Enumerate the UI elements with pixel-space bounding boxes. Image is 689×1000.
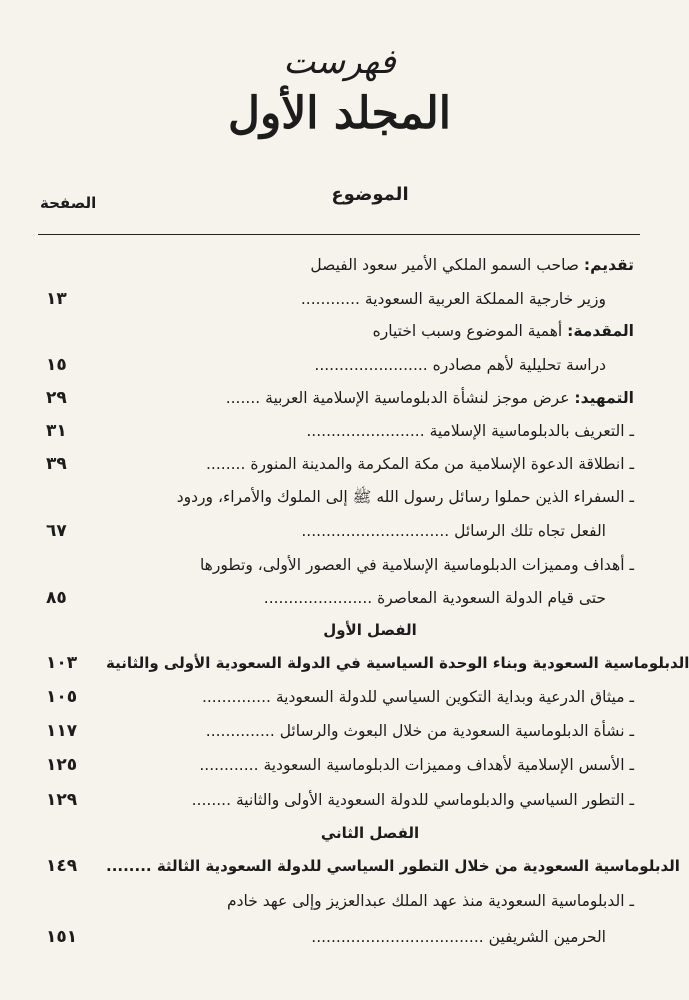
entry-text: ـ أهداف ومميزات الدبلوماسية الإسلامية في العصور الأولى، وتطورها [199, 556, 634, 574]
leader-dots: .............. [205, 722, 275, 740]
toc-row [46, 785, 634, 815]
page-number: ٣٩ [46, 454, 67, 474]
column-header-topic: الموضوع [331, 184, 409, 205]
leader-dots: ............ [199, 756, 259, 774]
chapter-heading [46, 615, 634, 645]
toc-row [46, 750, 634, 780]
leader-dots: ....................... [314, 356, 428, 374]
chapter-heading [46, 818, 634, 848]
page-number: ١٥ [46, 355, 67, 375]
entry-text: الفعل تجاه تلك الرسائل [454, 522, 606, 540]
toc-row [46, 350, 634, 380]
page-number: ٢٩ [46, 388, 67, 408]
toc-row [46, 716, 634, 746]
entry-text: ـ الأسس الإسلامية لأهداف ومميزات الدبلوماسية السعودية [263, 756, 634, 774]
entry-label: التمهيد: [574, 389, 634, 407]
leader-dots: ....... [225, 389, 261, 407]
leader-dots: .............. [201, 688, 271, 706]
entry-text: ـ انطلاقة الدعوة الإسلامية من مكة المكرمة والمدينة المنورة [250, 455, 634, 473]
entry-text: دراسة تحليلية لأهم مصادره [432, 356, 606, 374]
toc-row [46, 583, 634, 613]
leader-dots: ........ [191, 791, 232, 809]
entry-text: ـ التطور السياسي والدبلوماسي للدولة السعودية الأولى والثانية [235, 791, 634, 809]
entry-text: عرض موجز لنشأة الدبلوماسية الإسلامية العربية [265, 389, 570, 407]
entry-text: حتى قيام الدولة السعودية المعاصرة [377, 589, 606, 607]
page-number: ١٢٩ [46, 790, 78, 810]
header-divider [38, 234, 640, 235]
leader-dots: ................................... [311, 928, 484, 946]
entry-text: الحرمين الشريفين [488, 928, 606, 946]
entry-text: ـ السفراء الذين حملوا رسائل رسول الله ﷺ إلى الملوك والأمراء، وردود [176, 487, 634, 506]
entry-text: الدبلوماسية السعودية وبناء الوحدة السياسية في الدولة السعودية الأولى والثانية [106, 654, 689, 672]
toc-row [46, 483, 634, 513]
toc-row [46, 550, 634, 580]
toc-row [46, 516, 634, 546]
leader-dots: .............................. [301, 522, 450, 540]
page-number: ١٥١ [46, 927, 78, 947]
column-header-page: الصفحة [40, 194, 97, 212]
entry-text: الدبلوماسية السعودية من خلال التطور السياسي للدولة السعودية الثالثة [156, 857, 680, 875]
entry-text: ـ التعريف بالدبلوماسية الإسلامية [429, 422, 634, 440]
page-number: ١٠٥ [46, 687, 78, 707]
leader-dots: ...................... [263, 589, 373, 607]
entry-text: وزير خارجية المملكة العربية السعودية [364, 290, 606, 308]
toc-row [46, 383, 634, 413]
toc-row [46, 851, 680, 881]
toc-row [46, 682, 634, 712]
toc-row [46, 250, 634, 280]
page-number: ٣١ [46, 421, 67, 441]
entry-label: المقدمة: [567, 322, 634, 340]
page-number: ١٤٩ [46, 856, 78, 876]
entry-label: تقديم: [583, 256, 634, 274]
toc-row [46, 284, 634, 314]
toc-row [46, 886, 634, 916]
leader-dots: ........ [106, 857, 152, 875]
toc-row [46, 648, 689, 678]
entry-text: ـ نشأة الدبلوماسية السعودية من خلال البعوث والرسائل [279, 722, 634, 740]
entry-text: صاحب السمو الملكي الأمير سعود الفيصل [310, 256, 579, 274]
page-number: ٨٥ [46, 588, 67, 608]
page-subtitle: المجلد الأول [228, 88, 451, 139]
page-title: فهرست [283, 42, 396, 82]
entry-text: ـ ميثاق الدرعية وبداية التكوين السياسي للدولة السعودية [275, 688, 634, 706]
page-number: ٦٧ [46, 521, 67, 541]
page-number: ١٠٣ [46, 653, 78, 673]
toc-row [46, 922, 634, 952]
leader-dots: ........................ [306, 422, 425, 440]
leader-dots: ........ [205, 455, 246, 473]
toc-row [46, 416, 634, 446]
chapter-title: الفصل الثاني [320, 824, 420, 842]
page-number: ١١٧ [46, 721, 78, 741]
toc-row [46, 316, 634, 346]
entry-text: ـ الدبلوماسية السعودية منذ عهد الملك عبدالعزيز وإلى عهد خادم [227, 892, 634, 910]
chapter-title: الفصل الأول [323, 621, 417, 639]
page-number: ١٣ [46, 289, 67, 309]
leader-dots: ............ [300, 290, 360, 308]
toc-row [46, 449, 634, 479]
page-number: ١٢٥ [46, 755, 78, 775]
entry-text: أهمية الموضوع وسبب اختياره [372, 322, 563, 340]
